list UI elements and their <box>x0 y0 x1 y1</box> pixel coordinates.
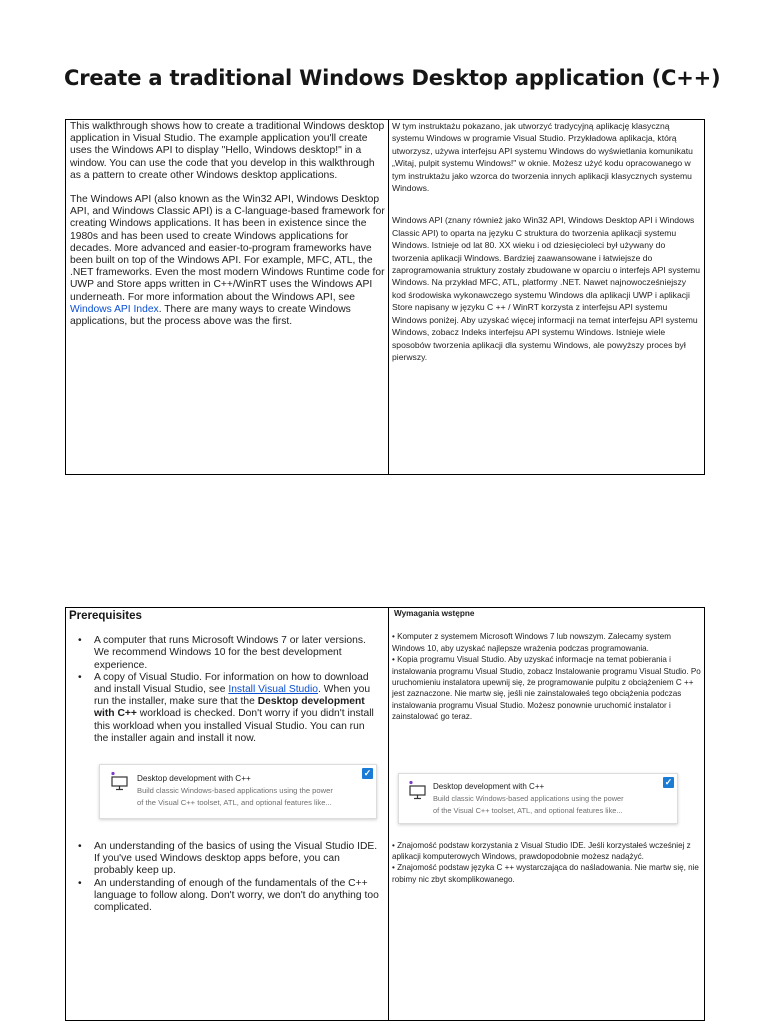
prereq-pl-item-3: • Znajomość podstaw korzystania z Visual Studio IDE. Jeśli korzystałeś wcześniej z aplikacji komputerowych Windows, prawdopodobnie możesz nadążyć. <box>392 840 691 862</box>
prerequisites-table <box>65 607 705 1021</box>
prerequisites-heading: Prerequisites <box>69 610 142 622</box>
intro-pl-paragraph-2: Windows API (znany również jako Win32 API, Windows Desktop API i Windows Classic API) to oparta na języku C struktura do tworzenia aplikacji systemu Windows. Istnieje od lat 80. XX wieku i od dziesięcioleci był używany do tworzenia aplikacji Windows. Bardziej zaawansowane i łatwiejsze do zaprogramowania struktury zostały zbudowane w oparciu o interfejs API systemu Windows. Na przykład MFC, ATL, platformy .NET. Nawet najnowocześniejszy kod środowiska wykonawczego systemu Windows dla aplikacji UWP i aplikacji Store napisany w języku C ++ / WinRT korzysta z interfejsu API systemu Windows poniżej. Aby uzyskać więcej informacji na temat interfejsu API systemu Windows, zobacz Indeks interfejsu API systemu Windows. Istnieje wiele sposobów tworzenia aplikacji dla systemu Windows, ale powyższy proces był pierwszy. <box>392 215 701 362</box>
desktop-monitor-icon <box>110 771 130 791</box>
desktop-monitor-icon <box>408 780 428 800</box>
prerequisites-heading-pl: Wymagania wstępne <box>394 609 475 618</box>
workload-description-2-pl: of the Visual C++ toolset, ATL, and optional features like... <box>433 805 623 815</box>
workload-title: Desktop development with C++ <box>137 774 251 784</box>
prereq-en-list-2 <box>66 841 388 914</box>
intro-en-paragraph-2-end: . There are many ways to create Windows applications, but the process above was the first. <box>70 303 351 328</box>
prereq-pl-cell <box>389 608 705 1021</box>
list-item <box>94 672 380 745</box>
workload-name-bold: Desktop development with C++ <box>94 696 365 720</box>
install-visual-studio-link[interactable]: Install Visual Studio <box>228 684 319 696</box>
workload-description-1-pl: Build classic Windows-based applications using the power <box>433 793 624 803</box>
intro-table <box>65 119 705 475</box>
prereq-pl-item-1: • Komputer z systemem Microsoft Windows 7 lub nowszym. Zalecamy system Windows 10, aby uzyskać najlepsze wrażenia podczas programowania. <box>392 632 671 653</box>
prereq-pl-item-2: • Kopia programu Visual Studio. Aby uzyskać informacje na temat pobierania i instalowania programu Visual Studio, zobacz Instalowanie programu Visual Studio. Po uruchomieniu instalatora upewnij się, że programowanie pulpitu z obciążeniem C ++ jest zaznaczone. Nie martw się, jeśli nie zainstalowałeś tego obciążenia podczas instalowania programu Visual Studio. Możesz ponownie uruchomić instalator i zainstalować go teraz. <box>392 655 701 722</box>
intro-en-paragraph-2-text: The Windows API (also known as the Win32 API, Windows Desktop API, and Windows Classic API) is a C-language-based framework for creating Windows applications. It has been in existence since the 1980s and has been used to create Windows applications for decades. More advanced and easier-to-program frameworks have been built on top of the Windows API. For example, MFC, ATL, the .NET frameworks. Even the most modern Windows Runtime code for UWP and Store apps written in C++/WinRT uses the Windows API underneath. For more information about the Windows API, see <box>70 194 385 303</box>
intro-pl-cell <box>389 120 705 475</box>
list-item: • A computer that runs Microsoft Windows 7 or later versions. We recommend Windows 10 for the best development experience. <box>94 635 380 672</box>
workload-checkbox[interactable]: ✓ <box>363 768 372 779</box>
windows-api-index-link[interactable]: Windows API Index <box>70 303 159 315</box>
intro-en-paragraph-2 <box>70 194 385 328</box>
workload-card[interactable] <box>99 764 377 819</box>
prereq-en-cell <box>66 608 389 1021</box>
intro-pl-paragraph-1: W tym instruktażu pokazano, jak utworzyć tradycyjną aplikację klasyczną systemu Windows w programie Visual Studio. Przykładowa aplikacja, którą utworzysz, używa interfejsu API systemu Windows do wyświetlania komunikatu „Witaj, pulpit systemu Windows!" w oknie. Możesz użyć kodu opracowanego w tym instruktażu jako wzorca do tworzenia innych aplikacji klasycznych systemu Windows. <box>392 121 693 194</box>
workload-description-2: of the Visual C++ toolset, ATL, and optional features like... <box>137 798 332 808</box>
page-title: Create a traditional Windows Desktop application (C++) <box>64 66 721 90</box>
list-item-text: A copy of Visual Studio. For information on how to download and install Visual Studio, see <box>94 671 369 696</box>
workload-description-1: Build classic Windows-based applications using the power <box>137 786 333 796</box>
list-item: • An understanding of enough of the fundamentals of the C++ language to follow along. Don't worry, we don't do anything too complicated. <box>94 878 380 915</box>
list-item-text: workload is checked. Don't worry if you didn't install this workload when you installed Visual Studio. You can run the installer again and install it now. <box>94 708 374 744</box>
intro-en-paragraph-1: This walkthrough shows how to create a traditional Windows desktop application in Visual Studio. The example application you'll create uses the Windows API to display "Hello, Windows desktop!" in a window. You can use the code that you develop in this walkthrough as a pattern to create other Windows desktop applications. <box>70 121 385 181</box>
workload-card-pl[interactable] <box>398 773 678 824</box>
list-item: • An understanding of the basics of using the Visual Studio IDE. If you've used Windows desktop apps before, you can probably keep up. <box>94 841 380 878</box>
intro-en-cell <box>66 120 389 475</box>
prereq-pl-item-4: • Znajomość podstaw języka C ++ wystarczająca do naśladowania. Nie martw się, nie robimy nic zbyt skomplikowanego. <box>392 863 699 884</box>
list-item-text: . When you run the installer, make sure that the <box>94 684 371 708</box>
prereq-en-list-1 <box>66 635 388 745</box>
workload-title-pl: Desktop development with C++ <box>433 781 545 791</box>
workload-checkbox-pl[interactable]: ✓ <box>664 776 673 787</box>
